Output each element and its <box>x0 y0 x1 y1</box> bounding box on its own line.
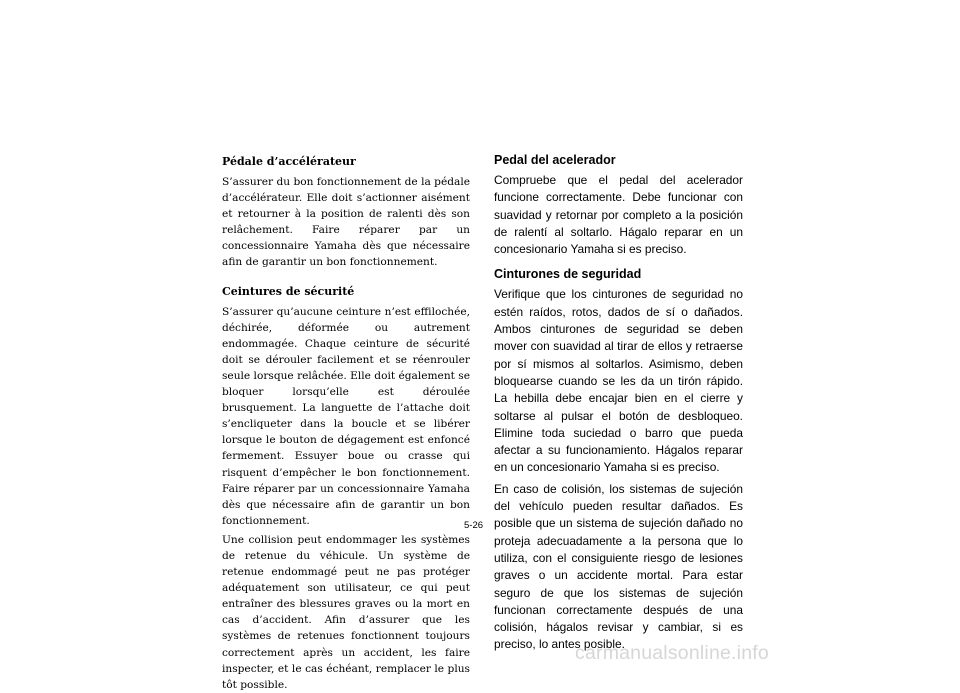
spanish-heading-seat-belts: Cinturones de seguridad <box>494 267 642 282</box>
spanish-pedal-paragraph: Compruebe que el pedal del acelerador funcione correctamente. Debe funcionar con suavidad y retornar por completo a la posición de ralentí al soltarlo. Hágalo reparar en un concesionario Yamaha si es preciso. <box>494 173 743 257</box>
french-belts-paragraph-2: Une collision peut endommager les systèmes de retenue du véhicule. Un système de retenue endommagé peut ne pas protéger adéquatement son utilisateur, ce qui peut entraîner des blessures graves ou la mort en cas d’accident. Afin d’assurer que les systèmes de retenues fonctionnent toujours correctement après un accident, les faire inspecter, et le cas échéant, remplacer le plus tôt possible. <box>222 533 470 691</box>
french-heading-seat-belts: Ceintures de sécurité <box>222 284 355 298</box>
watermark: carmanualsonline.info <box>575 642 769 664</box>
french-heading-accelerator-pedal: Pédale d’accélérateur <box>222 155 356 168</box>
french-pedal-paragraph: S’assurer du bon fonctionnement de la pédale d’accélérateur. Elle doit s’actionner aisément et retourner à la position de ralenti dès son relâchement. Faire réparer par un concessionnaire Yamaha dès que nécessaire afin de garantir un bon fonctionnement. <box>222 176 470 269</box>
page-number: 5-26 <box>464 520 484 531</box>
spanish-heading-accelerator-pedal: Pedal del acelerador <box>494 153 616 167</box>
french-column <box>222 150 470 693</box>
spanish-belts-paragraph-2: En caso de colisión, los sistemas de sujeción del vehículo pueden resultar dañados. Es posible que un sistema de sujeción dañado no proteja adecuadamente a la persona que lo utiliza, con el consiguiente riesgo de lesiones graves o un accidente mortal. Para estar seguro de que los sistemas de sujeción funcionan correctamente después de una colisión, hágalos revisar y cambiar, si es preciso, lo antes posible. <box>494 481 743 652</box>
french-belts-paragraph-1: S’assurer qu’aucune ceinture n’est effilochée, déchirée, déformée ou autrement endommagée. Chaque ceinture de sécurité doit se dérouler facilement et se réenrouler seule lorsque relâchée. Elle doit également se bloquer lorsqu’elle est déroulée brusquement. La languette de l’attache doit s’encliqueter dans la boucle et se libérer lorsque le bouton de dégagement est enfoncé fermement. Essuyer boue ou crasse qui risquent d’empêcher le bon fonctionnement. Faire réparer par un concessionnaire Yamaha dès que nécessaire afin de garantir un bon fonctionnement. <box>222 305 470 527</box>
spanish-column <box>494 150 743 654</box>
spanish-belts-paragraph-1: Verifique que los cinturones de seguridad no estén raídos, rotos, dados de sí o dañados. Ambos cinturones de seguridad se deben mover con suavidad al tirar de ellos y retraerse por sí mismos al soltarlos. Asimismo, deben bloquearse cuando se les da un tirón rápido. La hebilla debe encajar bien en el cierre y soltarse al pulsar el botón de desbloqueo. Elimine toda suciedad o barro que pueda afectar a su funcionamiento. Hágalos reparar en un concesionario Yamaha si es preciso. <box>494 287 743 475</box>
